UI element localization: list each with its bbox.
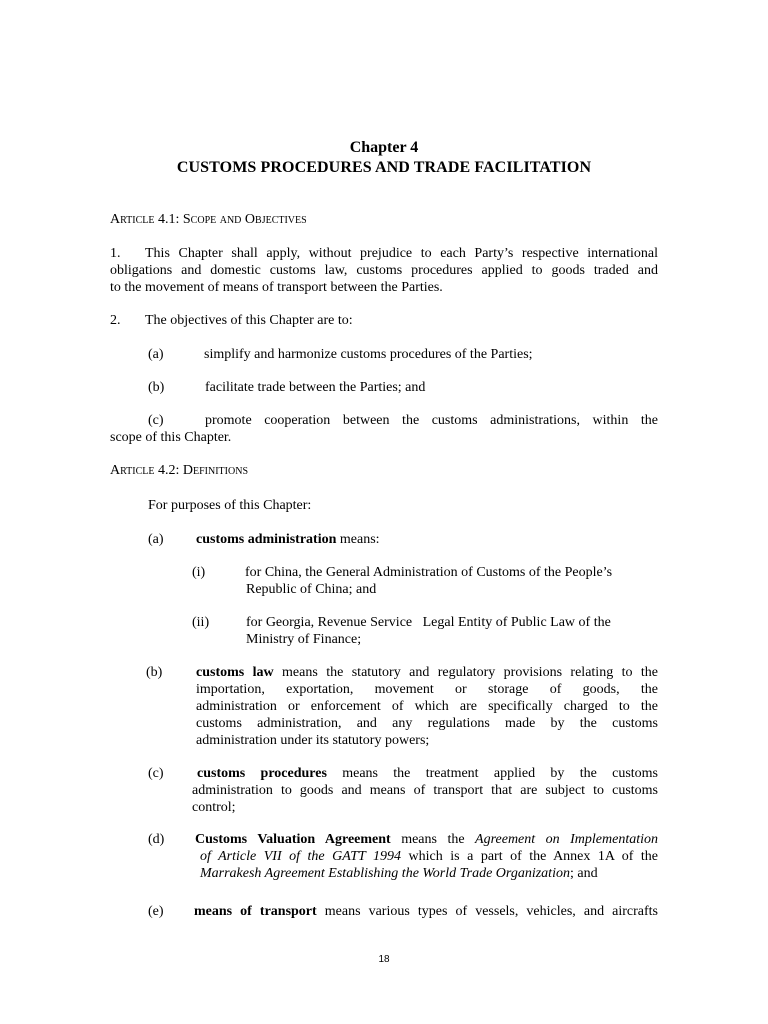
- definition-d-line-2-text: which is a part of the Annex 1A of the: [401, 849, 658, 864]
- definition-c-label: (c): [148, 766, 164, 781]
- definition-c-line-3: control;: [192, 800, 236, 815]
- definition-b-term: customs law: [196, 665, 274, 680]
- article-4-1-heading: Article 4.1: Scope and Objectives: [110, 212, 307, 227]
- definition-d-label: (d): [148, 832, 165, 847]
- definition-d-term: Customs Valuation Agreement: [195, 832, 391, 847]
- definition-d-line-1: [195, 831, 658, 848]
- definition-a-i-label: (i): [192, 565, 206, 580]
- definition-a-i-line-1: for China, the General Administration of Customs of the People’s: [245, 565, 613, 580]
- definition-b-line-1: [196, 664, 658, 681]
- definition-a-ii-line-2: Ministry of Finance;: [246, 632, 362, 647]
- paragraph-2-text: The objectives of this Chapter are to:: [145, 313, 353, 328]
- objective-b-label: (b): [148, 380, 165, 395]
- definition-c-line-1-text: means the treatment applied by the customs: [326, 766, 658, 781]
- chapter-title: CUSTOMS PROCEDURES AND TRADE FACILITATION: [176, 159, 592, 176]
- objective-c-line-2: scope of this Chapter.: [110, 430, 232, 445]
- definition-b-line-4: customs administration, and any regulations made by the customs: [196, 716, 658, 731]
- page-number: 18: [378, 954, 390, 965]
- definition-a-label: (a): [148, 532, 164, 547]
- definition-c: [192, 765, 658, 816]
- objective-c-label: (c): [148, 413, 164, 428]
- objective-c-line-1: promote cooperation between the customs administrations, within the: [205, 413, 658, 428]
- definition-a-ii-line-1: for Georgia, Revenue Service Legal Entity of Public Law of the: [246, 615, 611, 630]
- definition-b-label: (b): [146, 665, 163, 680]
- paragraph-1-line-3: to the movement of means of transport between the Parties.: [110, 280, 443, 295]
- paragraph-1-number: 1.: [110, 246, 121, 261]
- chapter-number: Chapter 4: [349, 139, 419, 156]
- definitions-intro: For purposes of this Chapter:: [148, 498, 312, 513]
- definition-d-line-3-text: ; and: [569, 866, 598, 881]
- paragraph-1-line-2: obligations and domestic customs law, customs procedures applied to goods traded and: [110, 263, 658, 278]
- objective-a-label: (a): [148, 347, 164, 362]
- definition-a-rest: means:: [336, 532, 380, 547]
- definition-d-line-1-italic: Agreement on Implementation: [475, 832, 658, 847]
- definition-d-line-3-italic: Marrakesh Agreement Establishing the World Trade Organization: [200, 866, 570, 881]
- article-4-2-heading: Article 4.2: Definitions: [110, 463, 248, 478]
- definition-b-line-2: importation, exportation, movement or storage of goods, the: [196, 682, 658, 697]
- definition-d: [195, 831, 658, 882]
- definition-a-i-line-2: Republic of China; and: [246, 582, 377, 597]
- paragraph-1: [110, 245, 658, 296]
- definition-b-line-3: administration or enforcement of which are specifically charged to the: [196, 699, 658, 714]
- definition-c-line-1: [192, 765, 658, 782]
- definition-e-label: (e): [148, 904, 164, 919]
- definition-a-text: [196, 531, 380, 548]
- objective-b-text: facilitate trade between the Parties; and: [205, 380, 426, 395]
- definition-e-line-1: [194, 903, 658, 920]
- definition-d-line-1-text: means the: [390, 832, 476, 847]
- definition-b-line-5: administration under its statutory powers;: [196, 733, 430, 748]
- definition-c-line-2: administration to goods and means of transport that are subject to customs: [192, 783, 658, 798]
- objective-a-text: simplify and harmonize customs procedures of the Parties;: [204, 347, 533, 362]
- objective-c-line-1-box: [205, 412, 658, 429]
- paragraph-1-line-1: This Chapter shall apply, without prejudice to each Party’s respective international: [145, 246, 658, 261]
- definition-e: [194, 903, 658, 920]
- definition-b: [196, 664, 658, 749]
- definition-a-term: customs administration: [196, 532, 337, 547]
- definition-d-line-2: [195, 848, 658, 865]
- definition-d-line-3: [195, 865, 658, 882]
- definition-a-ii-label: (ii): [192, 615, 210, 630]
- definition-c-term: customs procedures: [197, 766, 327, 781]
- definition-e-term: means of transport: [194, 904, 317, 919]
- paragraph-2-number: 2.: [110, 313, 121, 328]
- definition-e-line-1-text: means various types of vessels, vehicles, and aircrafts: [316, 904, 659, 919]
- definition-d-line-2-italic: of Article VII of the GATT 1994: [200, 849, 402, 864]
- definition-b-line-1-text: means the statutory and regulatory provisions relating to the: [273, 665, 658, 680]
